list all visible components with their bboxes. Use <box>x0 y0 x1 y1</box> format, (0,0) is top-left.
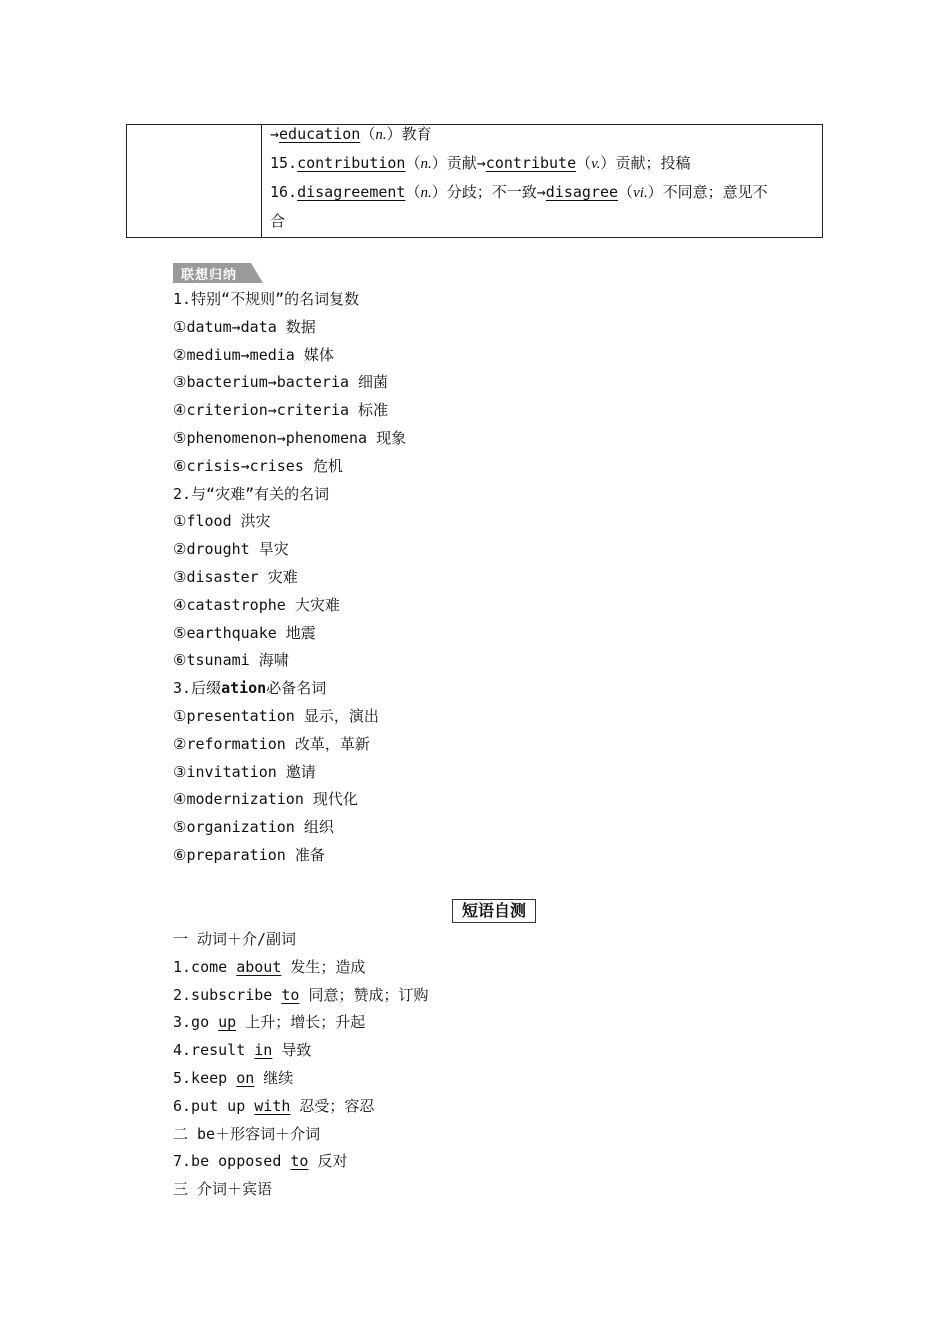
phrase-text: 6.put up <box>173 1096 255 1115</box>
phrase-text: 7.be opposed <box>173 1152 291 1171</box>
list-item: ⑤phenomenon→phenomena 现象 <box>173 428 407 447</box>
list-item: ⑤organization 组织 <box>173 818 334 837</box>
list-plural <box>173 314 406 481</box>
meaning: 贡献 <box>446 154 477 172</box>
list-item: ⑤earthquake 地震 <box>173 623 316 642</box>
phrase-text: 4.result <box>173 1041 255 1060</box>
group-heading: 一 动词＋介/副词 <box>173 930 297 948</box>
table-right-cell <box>262 120 822 237</box>
phrase-meaning: 反对 <box>308 1152 348 1171</box>
table-line-3: 16.disagreement（n.）分歧；不一致→disagree（vi.）不同意；意见不 <box>270 183 768 201</box>
phrase-item <box>173 1037 428 1065</box>
phrase-meaning: 发生；造成 <box>281 957 366 976</box>
list-item: ①datum→data 数据 <box>173 317 316 336</box>
list-item: ②reformation 改革，革新 <box>173 734 370 753</box>
phrase-text: 2.subscribe <box>173 985 282 1004</box>
tag-label: 联想归纳 <box>181 268 238 283</box>
arrow: → <box>270 125 280 143</box>
phrase-text: 5.keep <box>173 1068 237 1087</box>
answer-blank: about <box>236 957 282 976</box>
phrase-item <box>173 982 428 1010</box>
phrase-text: 3.go <box>173 1013 219 1032</box>
part-of-speech: v. <box>591 156 601 172</box>
list-item: ⑥preparation 准备 <box>173 845 325 864</box>
section-title-box: 短语自测 <box>452 899 536 923</box>
phrase-meaning: 上升；增长；升起 <box>236 1013 366 1032</box>
meaning: 教育 <box>401 125 432 143</box>
table-line-1: →education（n.）教育 <box>270 125 432 143</box>
list-item: ④modernization 现代化 <box>173 790 358 809</box>
answer-blank: to <box>281 985 300 1004</box>
phrase-text: 1.come <box>173 957 237 976</box>
vocab-table <box>126 124 823 238</box>
list-item: ⑥tsunami 海啸 <box>173 651 289 670</box>
phrase-item <box>173 1065 428 1093</box>
vocab-word: disagree <box>545 183 619 201</box>
phrase-meaning: 忍受；容忍 <box>290 1096 375 1115</box>
arrow: → <box>476 154 486 172</box>
table-left-cell <box>127 125 262 237</box>
vocab-word: disagreement <box>297 183 406 201</box>
answer-blank: with <box>254 1096 291 1115</box>
section-tag <box>173 263 263 283</box>
list-item: ②drought 旱灾 <box>173 540 289 559</box>
list-item: ④criterion→criteria 标准 <box>173 401 389 420</box>
meaning: 贡献；投稿 <box>615 154 691 172</box>
phrase-item <box>173 954 428 982</box>
phrase-meaning: 同意；赞成；订购 <box>299 985 429 1004</box>
table-line-4: 合 <box>270 212 286 230</box>
list-item: ③disaster 灾难 <box>173 567 298 586</box>
phrase-meaning: 导致 <box>272 1041 312 1060</box>
part-of-speech: n. <box>420 185 432 201</box>
meaning: 分歧；不一致 <box>446 183 537 201</box>
list-disaster <box>173 508 406 675</box>
list-item: ④catastrophe 大灾难 <box>173 595 340 614</box>
part-of-speech: n. <box>420 156 432 172</box>
vocab-word: education <box>279 125 361 143</box>
item-number: 16. <box>270 183 298 201</box>
list-item: ①presentation 显示，演出 <box>173 706 379 725</box>
vocab-word: contribute <box>485 154 577 172</box>
list-item: ③invitation 邀请 <box>173 762 316 781</box>
list-ation <box>173 703 406 870</box>
answer-blank: in <box>254 1041 273 1060</box>
answer-blank: on <box>236 1068 255 1087</box>
answer-blank: up <box>218 1013 237 1032</box>
subheading-suffix-term: ation <box>221 679 267 698</box>
meaning: 不同意；意见不 <box>662 183 768 201</box>
phrase-meaning: 继续 <box>254 1068 294 1087</box>
part-of-speech: vi. <box>633 185 648 201</box>
group-heading: 二 be＋形容词＋介词 <box>173 1124 321 1143</box>
phrase-item <box>173 1148 428 1176</box>
item-number: 15. <box>270 154 298 172</box>
phrase-item <box>173 1009 428 1037</box>
subheading-rest: 必备名词 <box>266 679 327 698</box>
subheading <box>173 675 406 703</box>
arrow: → <box>536 183 546 201</box>
list-item: ③bacterium→bacteria 细菌 <box>173 373 389 392</box>
answer-blank: to <box>290 1152 309 1171</box>
subheading: 2.与“灾难”有关的名词 <box>173 484 330 503</box>
vocab-word: contribution <box>297 154 406 172</box>
group-heading: 三 介词＋宾语 <box>173 1180 273 1199</box>
table-line-2: 15.contribution（n.）贡献→contribute（v.）贡献；投稿 <box>270 154 691 172</box>
list-item: ②medium→media 媒体 <box>173 345 334 364</box>
association-section <box>173 286 406 870</box>
subheading-prefix: 3.后缀 <box>173 679 222 698</box>
list-item: ①flood 洪灾 <box>173 512 271 531</box>
phrase-section <box>173 926 428 1204</box>
phrase-item <box>173 1093 428 1121</box>
list-item: ⑥crisis→crises 危机 <box>173 456 343 475</box>
part-of-speech: n. <box>375 127 387 143</box>
subheading: 1.特别“不规则”的名词复数 <box>173 290 360 308</box>
